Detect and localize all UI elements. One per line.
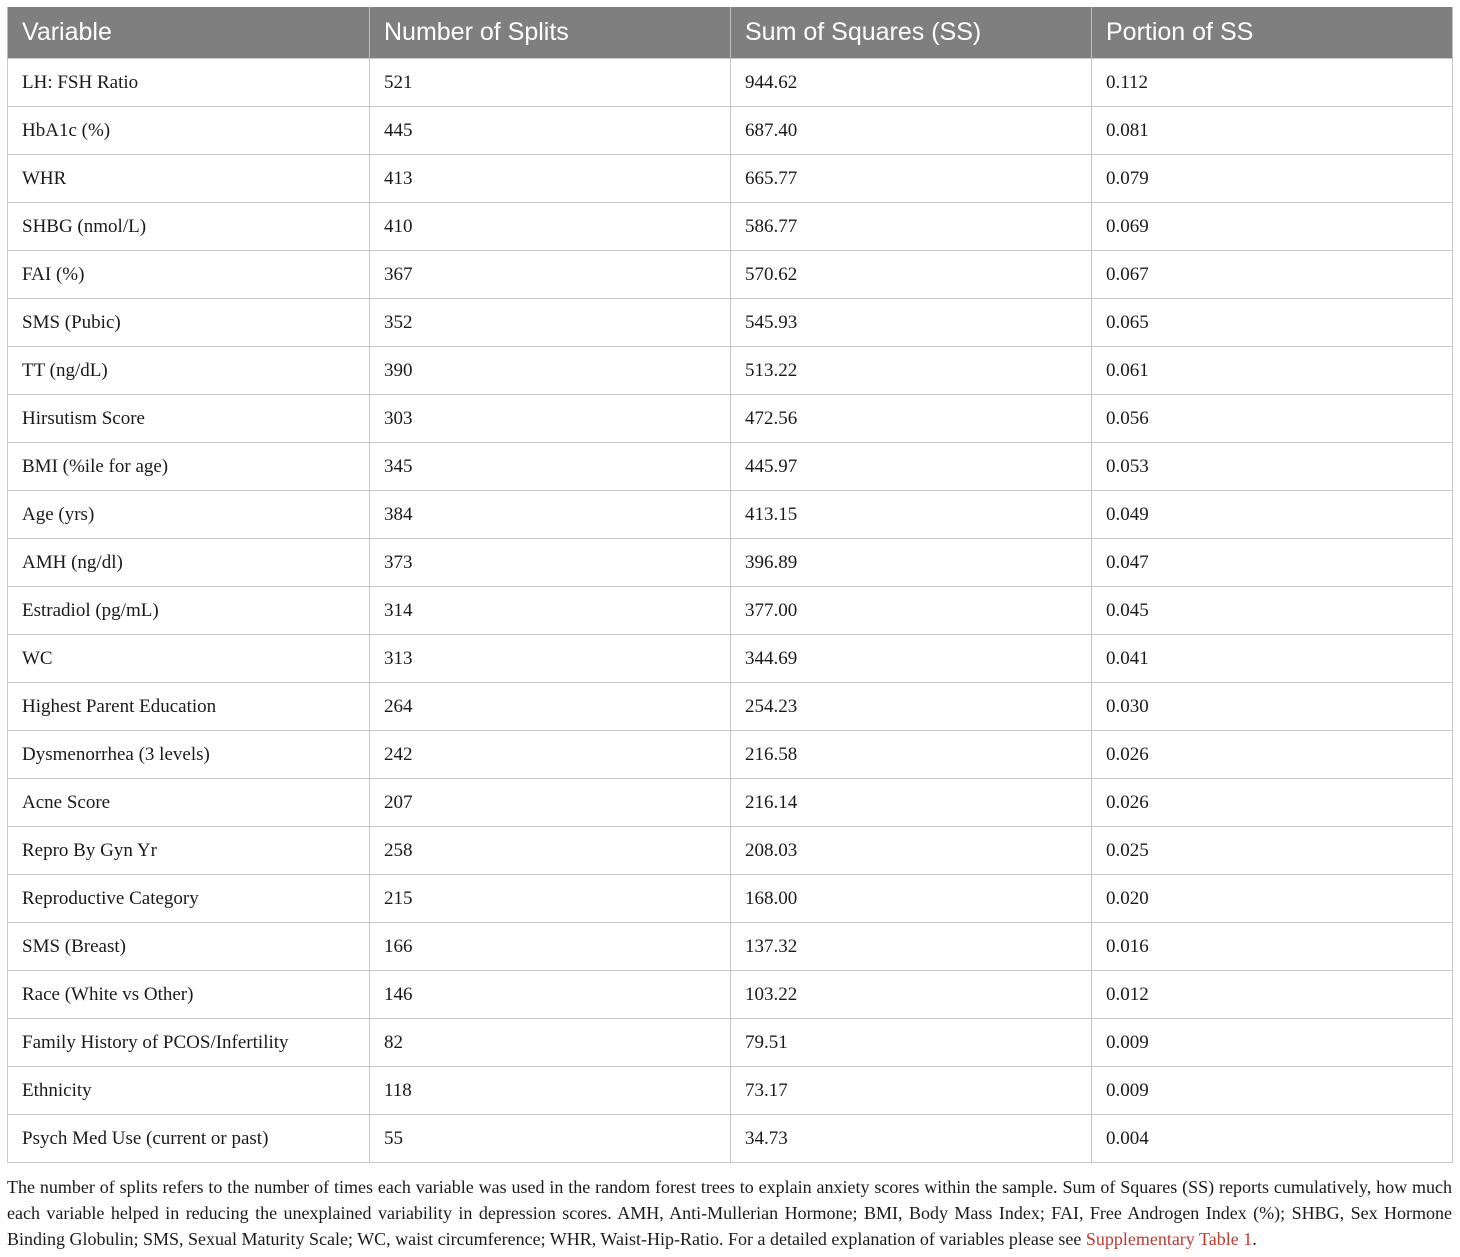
cell-sum-of-squares: 344.69 xyxy=(731,635,1092,683)
footnote-text: The number of splits refers to the number of times each variable was used in the random forest trees to explain anxiety scores within the sample. Sum of Squares (SS) reports cumulatively, how much each variable helped in reducing the unexplained variability in depression scores. AMH, Anti-Mullerian Hormone; BMI, Body Mass Index; FAI, Free Androgen Index (%); SHBG, Sex Hormone Binding Globulin; SMS, Sexual Maturity Scale; WC, waist circumference; WHR, Waist-Hip-Ratio. For a detailed explanation of variables please see xyxy=(7,1177,1452,1249)
cell-variable: HbA1c (%) xyxy=(8,107,370,155)
cell-number-of-splits: 207 xyxy=(370,779,731,827)
cell-sum-of-squares: 216.14 xyxy=(731,779,1092,827)
table-row xyxy=(8,587,1453,635)
supplementary-table-link[interactable]: Supplementary Table 1 xyxy=(1085,1229,1253,1249)
cell-sum-of-squares: 34.73 xyxy=(731,1115,1092,1163)
table-row xyxy=(8,731,1453,779)
cell-sum-of-squares: 944.62 xyxy=(731,59,1092,107)
cell-portion-of-ss: 0.045 xyxy=(1092,587,1453,635)
cell-sum-of-squares: 103.22 xyxy=(731,971,1092,1019)
cell-sum-of-squares: 472.56 xyxy=(731,395,1092,443)
table-row xyxy=(8,827,1453,875)
table-row xyxy=(8,779,1453,827)
cell-variable: WC xyxy=(8,635,370,683)
cell-portion-of-ss: 0.079 xyxy=(1092,155,1453,203)
cell-number-of-splits: 55 xyxy=(370,1115,731,1163)
header-portion-of-ss: Portion of SS xyxy=(1092,7,1453,59)
cell-portion-of-ss: 0.009 xyxy=(1092,1019,1453,1067)
cell-number-of-splits: 118 xyxy=(370,1067,731,1115)
cell-sum-of-squares: 168.00 xyxy=(731,875,1092,923)
table-header xyxy=(8,7,1453,59)
cell-number-of-splits: 373 xyxy=(370,539,731,587)
cell-number-of-splits: 166 xyxy=(370,923,731,971)
cell-variable: Estradiol (pg/mL) xyxy=(8,587,370,635)
header-number-of-splits: Number of Splits xyxy=(370,7,731,59)
cell-number-of-splits: 367 xyxy=(370,251,731,299)
cell-sum-of-squares: 216.58 xyxy=(731,731,1092,779)
table-body xyxy=(8,59,1453,1163)
cell-number-of-splits: 82 xyxy=(370,1019,731,1067)
table-row xyxy=(8,971,1453,1019)
cell-portion-of-ss: 0.053 xyxy=(1092,443,1453,491)
cell-variable: Repro By Gyn Yr xyxy=(8,827,370,875)
cell-portion-of-ss: 0.065 xyxy=(1092,299,1453,347)
table-row xyxy=(8,1067,1453,1115)
cell-portion-of-ss: 0.112 xyxy=(1092,59,1453,107)
cell-sum-of-squares: 73.17 xyxy=(731,1067,1092,1115)
table-row xyxy=(8,1019,1453,1067)
cell-number-of-splits: 146 xyxy=(370,971,731,1019)
footnote-end: . xyxy=(1252,1229,1257,1249)
cell-portion-of-ss: 0.026 xyxy=(1092,731,1453,779)
cell-variable: Reproductive Category xyxy=(8,875,370,923)
table-footnote xyxy=(7,1174,1452,1252)
cell-portion-of-ss: 0.004 xyxy=(1092,1115,1453,1163)
cell-portion-of-ss: 0.030 xyxy=(1092,683,1453,731)
cell-number-of-splits: 242 xyxy=(370,731,731,779)
cell-sum-of-squares: 413.15 xyxy=(731,491,1092,539)
cell-number-of-splits: 445 xyxy=(370,107,731,155)
header-variable: Variable xyxy=(8,7,370,59)
cell-sum-of-squares: 208.03 xyxy=(731,827,1092,875)
cell-sum-of-squares: 545.93 xyxy=(731,299,1092,347)
cell-sum-of-squares: 396.89 xyxy=(731,539,1092,587)
cell-sum-of-squares: 570.62 xyxy=(731,251,1092,299)
cell-variable: Psych Med Use (current or past) xyxy=(8,1115,370,1163)
table-row xyxy=(8,635,1453,683)
table-row xyxy=(8,347,1453,395)
cell-portion-of-ss: 0.067 xyxy=(1092,251,1453,299)
cell-number-of-splits: 258 xyxy=(370,827,731,875)
cell-sum-of-squares: 137.32 xyxy=(731,923,1092,971)
cell-sum-of-squares: 254.23 xyxy=(731,683,1092,731)
cell-sum-of-squares: 79.51 xyxy=(731,1019,1092,1067)
table-row xyxy=(8,491,1453,539)
cell-sum-of-squares: 586.77 xyxy=(731,203,1092,251)
table-row xyxy=(8,299,1453,347)
cell-variable: SHBG (nmol/L) xyxy=(8,203,370,251)
cell-variable: AMH (ng/dl) xyxy=(8,539,370,587)
cell-portion-of-ss: 0.012 xyxy=(1092,971,1453,1019)
cell-portion-of-ss: 0.041 xyxy=(1092,635,1453,683)
table-row xyxy=(8,443,1453,491)
cell-number-of-splits: 352 xyxy=(370,299,731,347)
cell-portion-of-ss: 0.009 xyxy=(1092,1067,1453,1115)
cell-variable: Hirsutism Score xyxy=(8,395,370,443)
cell-portion-of-ss: 0.081 xyxy=(1092,107,1453,155)
cell-portion-of-ss: 0.061 xyxy=(1092,347,1453,395)
cell-sum-of-squares: 687.40 xyxy=(731,107,1092,155)
cell-variable: Highest Parent Education xyxy=(8,683,370,731)
cell-variable: BMI (%ile for age) xyxy=(8,443,370,491)
cell-variable: WHR xyxy=(8,155,370,203)
cell-variable: LH: FSH Ratio xyxy=(8,59,370,107)
table-row xyxy=(8,1115,1453,1163)
table-row xyxy=(8,875,1453,923)
table-row xyxy=(8,395,1453,443)
cell-number-of-splits: 413 xyxy=(370,155,731,203)
cell-number-of-splits: 390 xyxy=(370,347,731,395)
cell-portion-of-ss: 0.020 xyxy=(1092,875,1453,923)
header-sum-of-squares: Sum of Squares (SS) xyxy=(731,7,1092,59)
table-row xyxy=(8,683,1453,731)
cell-portion-of-ss: 0.016 xyxy=(1092,923,1453,971)
cell-portion-of-ss: 0.049 xyxy=(1092,491,1453,539)
table-row xyxy=(8,107,1453,155)
table-row xyxy=(8,203,1453,251)
cell-variable: SMS (Breast) xyxy=(8,923,370,971)
cell-portion-of-ss: 0.056 xyxy=(1092,395,1453,443)
cell-variable: Ethnicity xyxy=(8,1067,370,1115)
cell-number-of-splits: 215 xyxy=(370,875,731,923)
cell-number-of-splits: 313 xyxy=(370,635,731,683)
cell-portion-of-ss: 0.069 xyxy=(1092,203,1453,251)
cell-variable: Family History of PCOS/Infertility xyxy=(8,1019,370,1067)
table-row xyxy=(8,155,1453,203)
cell-variable: TT (ng/dL) xyxy=(8,347,370,395)
cell-number-of-splits: 264 xyxy=(370,683,731,731)
cell-sum-of-squares: 445.97 xyxy=(731,443,1092,491)
variable-importance-table xyxy=(7,7,1453,1163)
cell-number-of-splits: 345 xyxy=(370,443,731,491)
table-row xyxy=(8,251,1453,299)
cell-variable: FAI (%) xyxy=(8,251,370,299)
cell-variable: Age (yrs) xyxy=(8,491,370,539)
cell-variable: Acne Score xyxy=(8,779,370,827)
cell-number-of-splits: 521 xyxy=(370,59,731,107)
cell-portion-of-ss: 0.047 xyxy=(1092,539,1453,587)
cell-variable: Race (White vs Other) xyxy=(8,971,370,1019)
cell-variable: Dysmenorrhea (3 levels) xyxy=(8,731,370,779)
cell-sum-of-squares: 665.77 xyxy=(731,155,1092,203)
cell-number-of-splits: 314 xyxy=(370,587,731,635)
cell-variable: SMS (Pubic) xyxy=(8,299,370,347)
cell-sum-of-squares: 377.00 xyxy=(731,587,1092,635)
table-row xyxy=(8,59,1453,107)
cell-number-of-splits: 303 xyxy=(370,395,731,443)
header-row xyxy=(8,7,1453,59)
cell-portion-of-ss: 0.025 xyxy=(1092,827,1453,875)
cell-sum-of-squares: 513.22 xyxy=(731,347,1092,395)
cell-number-of-splits: 410 xyxy=(370,203,731,251)
table-row xyxy=(8,923,1453,971)
results-table-container xyxy=(7,7,1452,1163)
cell-portion-of-ss: 0.026 xyxy=(1092,779,1453,827)
cell-number-of-splits: 384 xyxy=(370,491,731,539)
table-row xyxy=(8,539,1453,587)
